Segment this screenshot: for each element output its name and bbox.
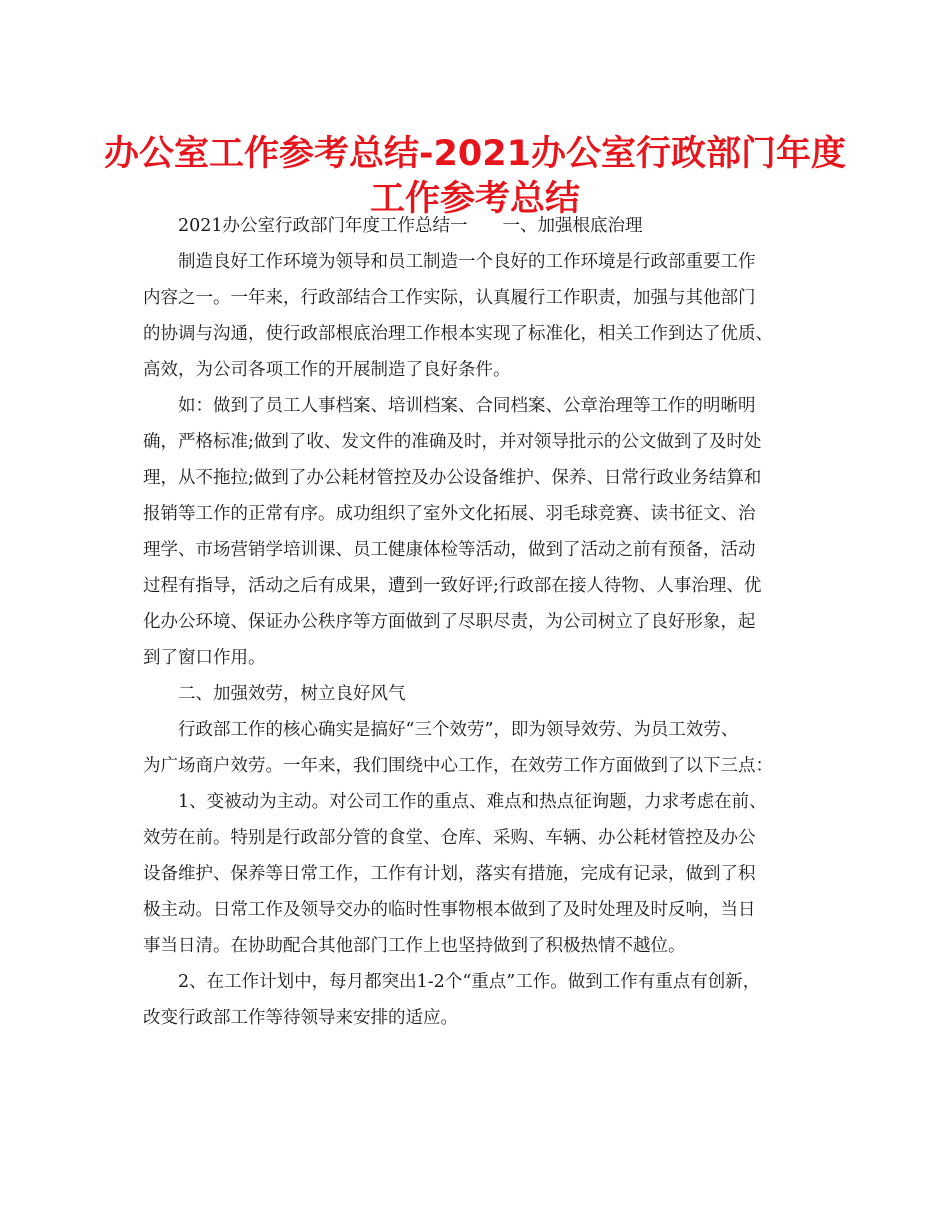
text-line: 设备维护、保养等日常工作，工作有计划，落实有措施，完成有记录，做到了积 <box>143 864 756 884</box>
text-line: 事当日清。在协助配合其他部门工作上也坚持做到了积极热情不越位。 <box>143 936 686 956</box>
text-line: 理学、市场营销学培训课、员工健康体检等活动，做到了活动之前有预备，活动 <box>143 540 756 560</box>
text-line: 2021办公室行政部门年度工作总结一 一、加强根底治理 <box>178 216 643 236</box>
text-line: 到了窗口作用。 <box>143 648 266 668</box>
text-line: 效劳在前。特别是行政部分管的食堂、仓库、采购、车辆、办公耗材管控及办公 <box>143 828 756 848</box>
text-line: 如：做到了员工人事档案、培训档案、合同档案、公章治理等工作的明晰明 <box>178 396 756 416</box>
text-line: 为广场商户效劳。一年来，我们围绕中心工作，在效劳工作方面做到了以下三点： <box>143 756 773 776</box>
text-line: 的协调与沟通，使行政部根底治理工作根本实现了标准化，相关工作到达了优质、 <box>143 324 773 344</box>
text-line: 行政部工作的核心确实是搞好“三个效劳”，即为领导效劳、为员工效劳、 <box>178 720 739 740</box>
text-line: 1、变被动为主动。对公司工作的重点、难点和热点征询题，力求考虑在前、 <box>178 792 767 812</box>
text-line: 理，从不拖拉;做到了办公耗材管控及办公设备维护、保养、日常行政业务结算和 <box>143 468 762 488</box>
text-line: 高效，为公司各项工作的开展制造了良好条件。 <box>143 360 511 380</box>
text-line: 2、在工作计划中，每月都突出1-2个“重点”工作。做到工作有重点有创新， <box>178 972 761 992</box>
text-line: 内容之一。一年来，行政部结合工作实际，认真履行工作职责，加强与其他部门 <box>143 288 756 308</box>
text-line: 报销等工作的正常有序。成功组织了室外文化拓展、羽毛球竞赛、读书征文、治 <box>143 504 756 524</box>
text-line: 过程有指导，活动之后有成果，遭到一致好评;行政部在接人待物、人事治理、优 <box>143 576 762 596</box>
text-line: 化办公环境、保证办公秩序等方面做到了尽职尽责，为公司树立了良好形象，起 <box>143 612 756 632</box>
text-line: 制造良好工作环境为领导和员工制造一个良好的工作环境是行政部重要工作 <box>178 252 756 272</box>
text-line: 确，严格标准;做到了收、发文件的准确及时，并对领导批示的公文做到了及时处 <box>143 432 762 452</box>
section-heading: 二、加强效劳，树立良好风气 <box>178 684 406 704</box>
document-title-line-1: 办公室工作参考总结-2021办公室行政部门年度 <box>104 134 846 174</box>
text-line: 极主动。日常工作及领导交办的临时性事物根本做到了及时处理及时反响，当日 <box>143 900 756 920</box>
text-line: 改变行政部工作等待领导来安排的适应。 <box>143 1008 458 1028</box>
document-title-line-2: 工作参考总结 <box>369 179 580 219</box>
